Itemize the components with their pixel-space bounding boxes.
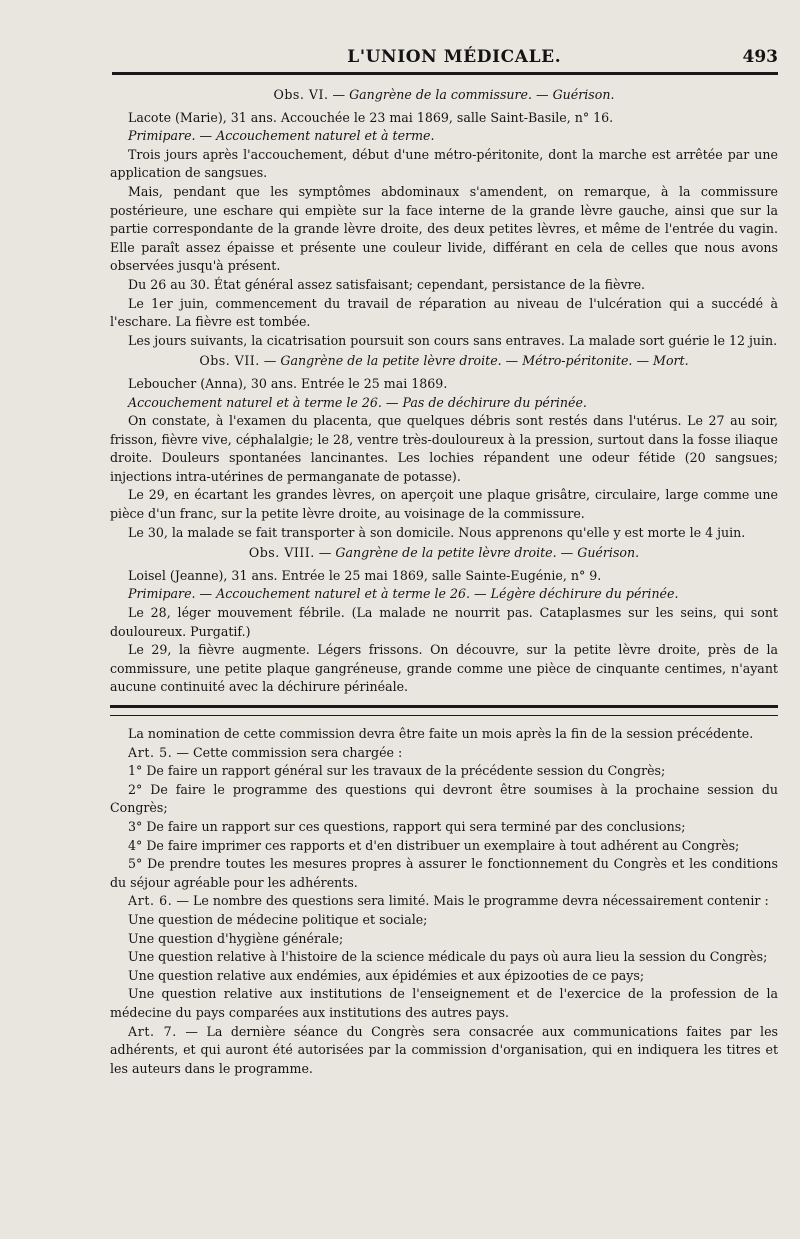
list-item: 4° De faire imprimer ces rapports et d'en distribuer un exemplaire à tout adhérent au Congrès;: [128, 837, 740, 853]
paragraph: La nomination de cette commission devra être faite un mois après la fin de la session précédente.: [128, 726, 754, 741]
list-item: Une question relative aux institutions de l'enseignement et de l'exercice de la profession de la médecine du pays comparées aux institutions des autres pays.: [110, 986, 778, 1020]
list-item: Une question relative aux endémies, aux épidémies et aux épizooties de ce pays;: [128, 967, 645, 983]
list-item: Une question relative à l'histoire de la science médicale du pays où aura lieu la session du Congrès;: [128, 949, 768, 965]
article-5: [110, 744, 778, 763]
patient-line: Lacote (Marie), 31 ans. Accouchée le 23 mai 1869, salle Saint-Basile, n° 16.: [128, 109, 614, 125]
article-6: [110, 892, 778, 911]
article-text: — Le nombre des questions sera limité. Mais le programme devra nécessairement contenir :: [176, 893, 769, 909]
obs-label: Obs. VII.: [199, 353, 260, 369]
obs-complication: Métro-péritonite.: [522, 353, 633, 369]
patient-details: Accouchement naturel et à terme le 26. — Pas de déchirure du périnée.: [128, 394, 587, 410]
obs-outcome: Mort.: [653, 353, 689, 369]
paragraph: Le 30, la malade se fait transporter à son domicile. Nous apprenons qu'elle y est morte le 4 juin.: [128, 524, 746, 540]
article-text: — Cette commission sera chargée :: [176, 744, 403, 760]
obs-title: Gangrène de la petite lèvre droite.: [280, 353, 502, 369]
obs-label: Obs. VIII.: [248, 545, 315, 561]
paragraph: Le 29, la fièvre augmente. Légers frissons. On découvre, sur la petite lèvre droite, près de la commissure, une petite plaque gangréneuse, grande comme une pièce de cinquante centimes, n'ayant aucune continuité avec la déchirure périnéale.: [110, 642, 778, 695]
patient-line: Loisel (Jeanne), 31 ans. Entrée le 25 mai 1869, salle Sainte-Eugénie, n° 9.: [128, 567, 602, 583]
article-label: Art. 6.: [128, 893, 173, 909]
journal-title: L'UNION MÉDICALE.: [347, 47, 562, 67]
obs-label: Obs. VI.: [273, 87, 329, 102]
obs-outcome: Guérison.: [577, 545, 640, 561]
paragraph: On constate, à l'examen du placenta, que quelques débris sont restés dans l'utérus. Le 27 au soir, frisson, fièvre vive, céphalalgie; le 28, ventre très-douloureux à la pression, surtout dans la fosse iliaque droite. Douleurs spontanées lancinantes. Les lochies répandent une odeur fétide (20 sangsues; injections intra-utérines de permanganate de potasse).: [110, 413, 778, 484]
article-7: [110, 1023, 778, 1079]
obs-title: Gangrène de la petite lèvre droite.: [335, 545, 557, 561]
patient-details: Primipare. — Accouchement naturel et à terme le 26. — Légère déchirure du périnée.: [128, 586, 679, 602]
article-body: [110, 84, 778, 1078]
page-number: 493: [742, 47, 778, 67]
list-item: 5° De prendre toutes les mesures propres à assurer le fonctionnement du Congrès et les conditions du séjour agréable pour les adhérents.: [110, 856, 778, 890]
list-item: 3° De faire un rapport sur ces questions, rapport qui sera terminé par des conclusions;: [128, 818, 686, 834]
obs-outcome: Guérison.: [552, 87, 615, 102]
paragraph: Trois jours après l'accouchement, début d'une métro-péritonite, dont la marche est arrêtée par une application de sangsues.: [110, 146, 778, 181]
section-divider: [110, 705, 778, 716]
patient-details: Primipare. — Accouchement naturel et à terme.: [128, 128, 435, 144]
paragraph: Les jours suivants, la cicatrisation poursuit son cours sans entraves. La malade sort guérie le 12 juin.: [128, 332, 778, 348]
paragraph: Du 26 au 30. État général assez satisfaisant; cependant, persistance de la fièvre.: [128, 276, 646, 292]
observation-6-heading: Obs. VI. — Gangrène de la commissure. — Guérison.: [273, 87, 615, 102]
list-item: Une question d'hygiène générale;: [128, 930, 344, 946]
observation-8-heading: Obs. VIII. — Gangrène de la petite lèvre droite. — Guérison.: [248, 545, 640, 561]
running-head: [112, 42, 778, 75]
article-label: Art. 7.: [128, 1023, 177, 1039]
paragraph: Mais, pendant que les symptômes abdominaux s'amendent, on remarque, à la commissure postérieure, une eschare qui empiète sur la face interne de la grande lèvre gauche, ainsi que sur la partie correspondante de la grande lèvre droite, des deux petites lèvres, et même de l'entrée du vagin. Elle paraît assez épaisse et présente une couleur livide, différant en cela de celles que nous avons observées jusqu'à présent.: [110, 183, 778, 274]
list-item: Une question de médecine politique et sociale;: [128, 911, 428, 927]
list-item: 1° De faire un rapport général sur les travaux de la précédente session du Congrès;: [128, 763, 666, 779]
patient-line: Leboucher (Anna), 30 ans. Entrée le 25 mai 1869.: [128, 375, 448, 391]
paragraph: Le 1er juin, commencement du travail de réparation au niveau de l'ulcération qui a succédé à l'eschare. La fièvre est tombée.: [110, 295, 778, 330]
obs-title: Gangrène de la commissure.: [349, 87, 532, 102]
list-item: 2° De faire le programme des questions qui devront être soumises à la prochaine session du Congrès;: [110, 781, 778, 816]
observation-7-heading: Obs. VII. — Gangrène de la petite lèvre droite. — Métro-péritonite. — Mort.: [199, 353, 689, 369]
paragraph: Le 29, en écartant les grandes lèvres, on aperçoit une plaque grisâtre, circulaire, large comme une pièce d'un franc, sur la petite lèvre droite, au voisinage de la commissure.: [110, 487, 778, 522]
paragraph: Le 28, léger mouvement fébrile. (La malade ne nourrit pas. Cataplasmes sur les seins, qui sont douloureux. Purgatif.): [110, 605, 778, 639]
article-text: — La dernière séance du Congrès sera consacrée aux communications faites par les adhérents, et qui auront été autorisées par la commission d'organisation, qui en indiquera les titres et les auteurs dans le programme.: [110, 1023, 778, 1076]
article-label: Art. 5.: [128, 744, 173, 760]
